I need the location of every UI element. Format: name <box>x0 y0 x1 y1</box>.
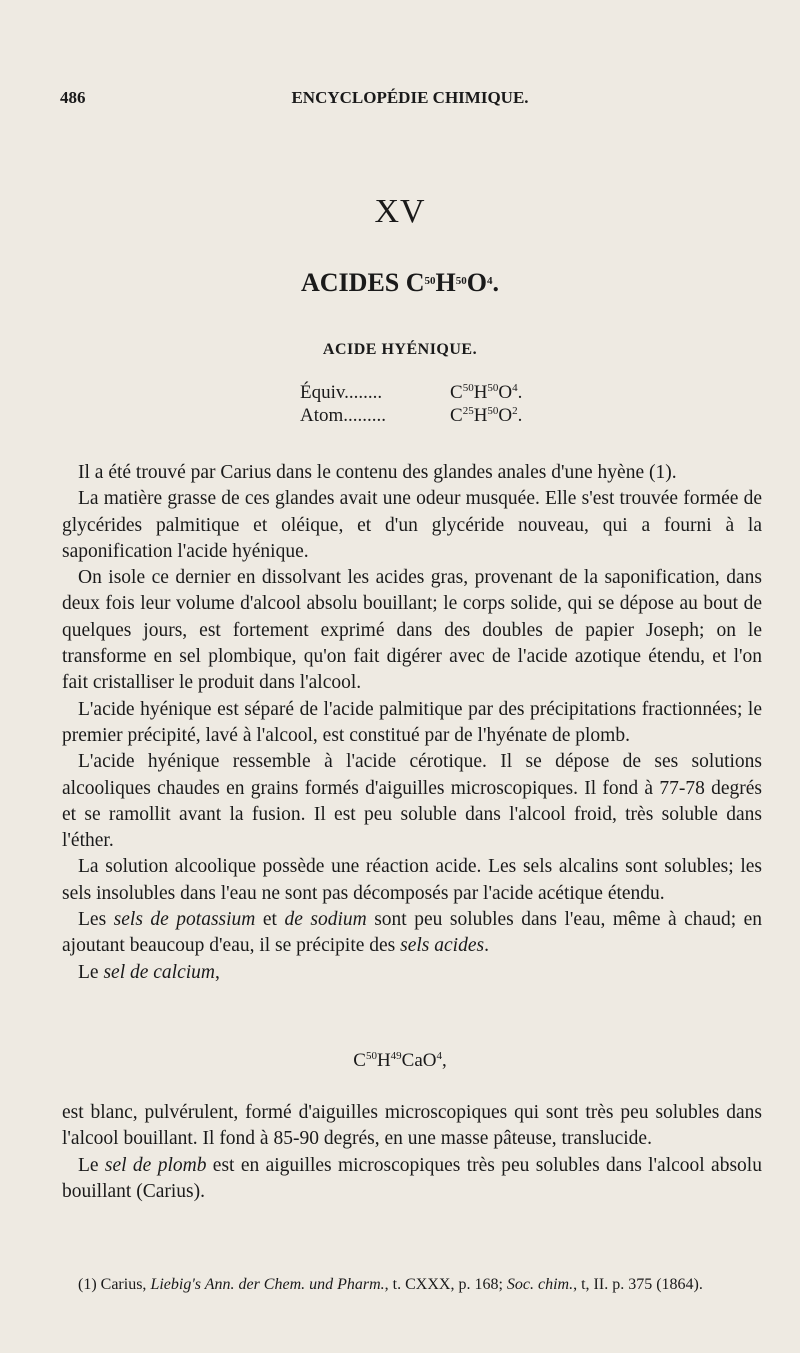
formula-table <box>300 381 522 427</box>
calcium-formula: $C^{50}H^{49}CaO^4$, <box>353 1050 447 1071</box>
paragraph: La solution alcoolique possède une réaction acide. Les sels alcalins sont solubles; les sels insolubles dans l'eau ne sont pas décomposés par l'acide acétique étendu. <box>62 856 762 904</box>
formula-row-atom: Atom......... $C^{25}H^{50}O^2$. <box>300 405 523 426</box>
page-number: 486 <box>60 88 86 107</box>
page-header <box>60 88 760 112</box>
subsection-title: ACIDE HYÉNIQUE. <box>322 341 478 358</box>
running-title: ENCYCLOPÉDIE CHIMIQUE. <box>291 88 529 107</box>
paragraph: La matière grasse de ces glandes avait une odeur musquée. Elle s'est trouvée formée de glycérides palmitique et oléique, et d'un glycéride nouveau, qui a fourni à la saponification l'acide hyénique. <box>62 488 762 562</box>
body-text-continued <box>62 1100 762 1205</box>
paragraph: L'acide hyénique ressemble à l'acide cérotique. Il se dépose de ses solutions alcooliques chaudes en grains formés d'aiguilles microscopiques. Il fond à 77-78 degrés et se ramollit avant la fusion. Il est peu soluble dans l'alcool froid, très soluble dans l'éther. <box>62 751 762 852</box>
footnote: (1) Carius, Liebig's Ann. der Chem. und Pharm., t. CXXX, p. 168; Soc. chim., t, II. p. 375 (1864). <box>78 1276 703 1293</box>
paragraph-calcium-intro: Le sel de calcium, <box>78 961 220 983</box>
paragraph: L'acide hyénique est séparé de l'acide palmitique par des précipitations fractionnées; le premier précipité, lavé à l'alcool, est constitué par de l'hyénate de plomb. <box>62 698 762 746</box>
paragraph-lead: Le sel de plomb est en aiguilles microscopiques très peu solubles dans l'alcool absolu bouillant (Carius). <box>62 1154 762 1202</box>
body-text <box>62 460 762 986</box>
paragraph: Il a été trouvé par Carius dans le contenu des glandes anales d'une hyène (1). <box>78 462 677 483</box>
paragraph-calcium-desc: est blanc, pulvérulent, formé d'aiguilles microscopiques qui sont très peu solubles dans l'alcool bouillant. Il fond à 85-90 degrés, en une masse pâteuse, translucide. <box>62 1102 762 1150</box>
chapter-number: XV <box>374 193 426 230</box>
formula-row-equiv: Équiv........ $C^{50}H^{50}O^4$. <box>300 382 523 403</box>
paragraph: On isole ce dernier en dissolvant les acides gras, provenant de la saponification, dans deux fois leur volume d'alcool absolu bouillant; le corps solide, qui se dépose au bout de quelques jours, est fortement exprimé dans des doubles de papier Joseph; on le transforme en sel plombique, qu'on fait digérer avec de l'acide azotique étendu, et l'on fait cristalliser le produit dans l'alcool. <box>62 567 762 694</box>
paragraph-salts: Les sels de potassium et de sodium sont peu solubles dans l'eau, même à chaud; en ajoutant beaucoup d'eau, il se précipite des sels acides. <box>62 909 763 957</box>
section-title: ACIDES $C^{50}H^{50}O^4$. <box>301 268 499 297</box>
